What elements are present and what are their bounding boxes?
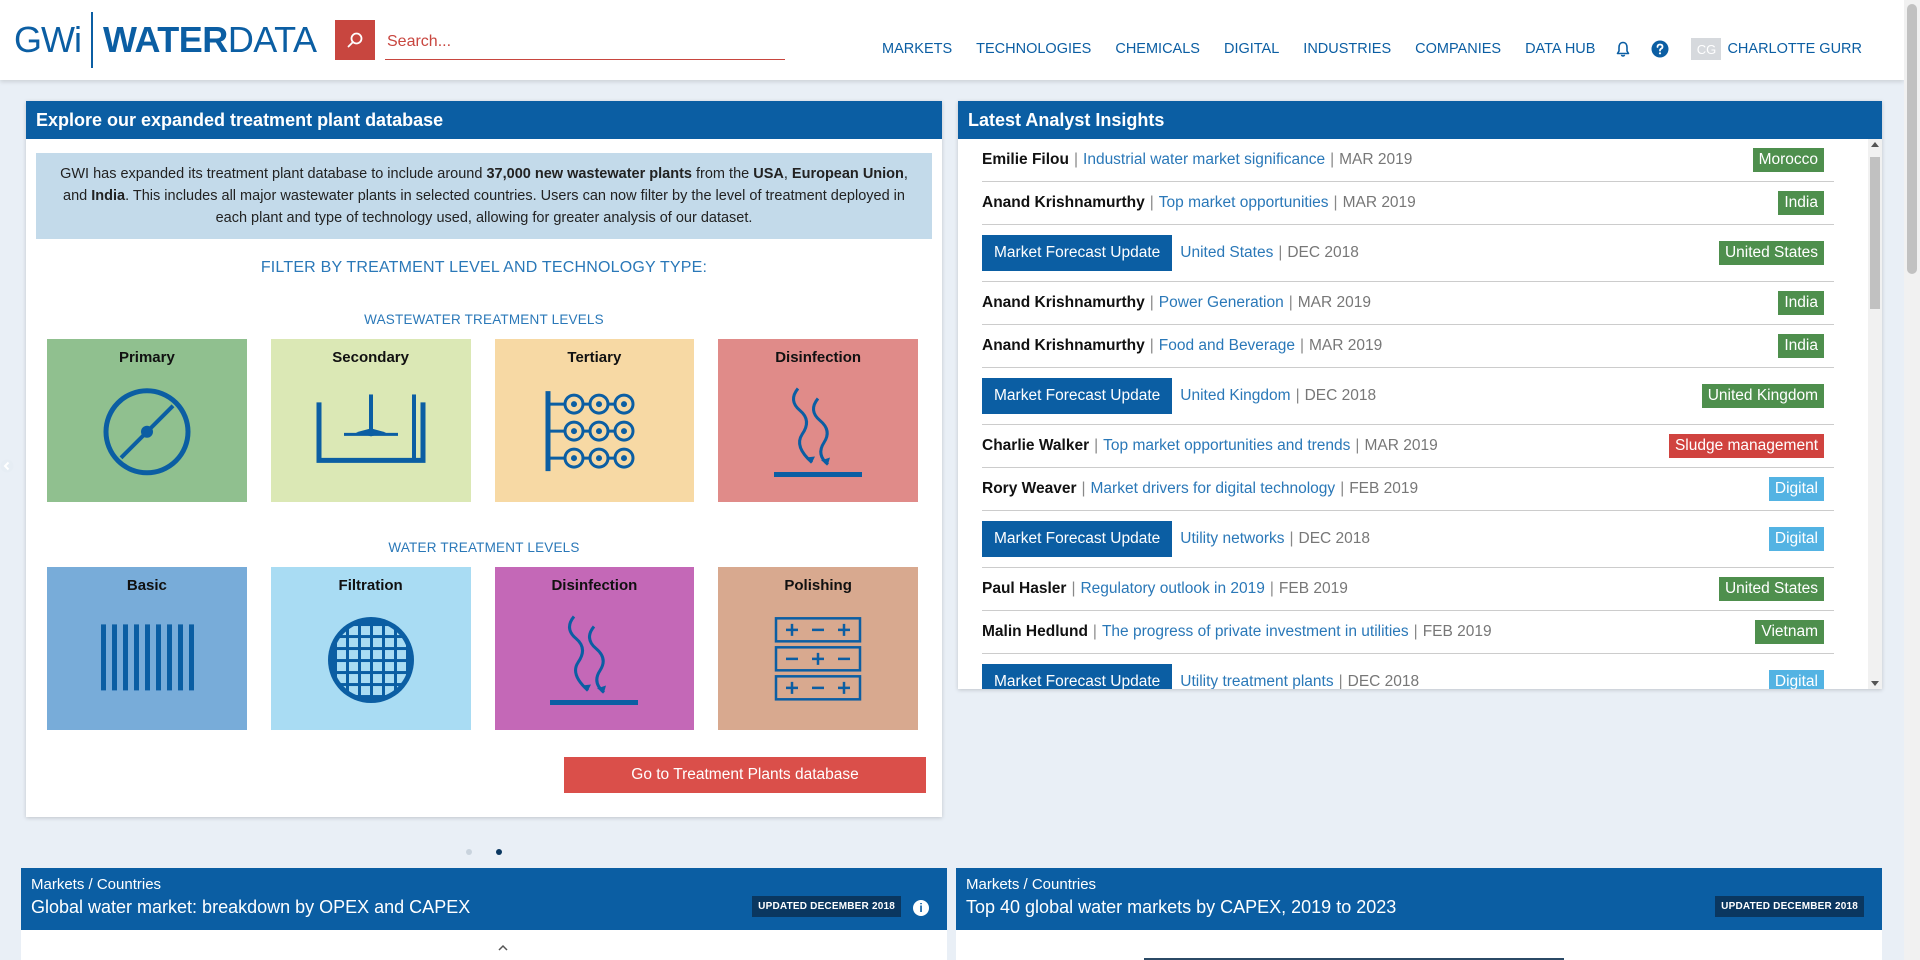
insight-tag[interactable]: United Kingdom	[1702, 384, 1824, 408]
insight-tag[interactable]: Sludge management	[1669, 434, 1824, 458]
carousel-dot-1[interactable]	[466, 849, 472, 855]
uv-disinfection-icon	[544, 612, 644, 708]
separator: |	[1073, 151, 1079, 168]
insight-row[interactable]	[982, 611, 1834, 654]
insights-panel-heading: Latest Analyst Insights	[958, 101, 1882, 139]
intro-text-1: GWI has expanded its treatment plant database to include around	[60, 166, 487, 182]
insight-tag[interactable]: Morocco	[1753, 148, 1824, 172]
wastewater-levels-title: WASTEWATER TREATMENT LEVELS	[364, 312, 604, 327]
page-scrollbar-thumb[interactable]	[1907, 4, 1917, 274]
card-breadcrumb[interactable]: Markets / Countries	[966, 876, 1097, 893]
insight-title[interactable]: Industrial water market significance	[1083, 151, 1326, 168]
insight-title[interactable]: Top market opportunities and trends	[1103, 437, 1351, 454]
tile-basic[interactable]	[47, 567, 247, 730]
separator: |	[1081, 480, 1086, 497]
insight-title[interactable]: United States	[1180, 244, 1274, 261]
tile-disinfection-water[interactable]	[495, 567, 695, 730]
logo-water-text: WATER	[102, 19, 228, 60]
intro-bold-1: 37,000 new wastewater plants	[486, 166, 692, 182]
separator: |	[1289, 530, 1294, 547]
insight-date: MAR 2019	[1342, 194, 1416, 211]
tile-primary[interactable]	[47, 339, 247, 502]
insight-row[interactable]	[982, 282, 1834, 325]
tile-disinfection-wastewater[interactable]	[718, 339, 918, 502]
go-to-treatment-plants-button[interactable]: Go to Treatment Plants database	[564, 757, 926, 793]
scroll-up-arrow-icon[interactable]	[1871, 142, 1879, 147]
insight-author: Anand Krishnamurthy	[982, 194, 1145, 211]
tile-label: Primary	[118, 349, 175, 366]
insight-row[interactable]	[982, 182, 1834, 225]
card-top-40-markets	[956, 868, 1882, 960]
info-icon[interactable]: i	[913, 900, 929, 916]
insight-date: FEB 2019	[1349, 480, 1419, 497]
insight-title[interactable]: United Kingdom	[1180, 387, 1291, 404]
search-icon	[346, 31, 364, 49]
filter-title: FILTER BY TREATMENT LEVEL AND TECHNOLOGY TYPE:	[260, 259, 708, 276]
insight-tag[interactable]: United States	[1719, 577, 1824, 601]
tile-tertiary[interactable]	[495, 339, 695, 502]
updated-badge: UPDATED DECEMBER 2018	[1715, 896, 1864, 917]
insight-title[interactable]: Food and Beverage	[1158, 337, 1295, 354]
insight-date: DEC 2018	[1287, 244, 1359, 261]
insight-tag[interactable]: Vietnam	[1755, 620, 1824, 644]
insight-row[interactable]	[982, 368, 1834, 425]
carousel-dot-2-active[interactable]	[496, 849, 502, 855]
separator: |	[1338, 673, 1343, 689]
treatment-database-panel	[26, 101, 942, 817]
insight-date: MAR 2019	[1339, 151, 1413, 168]
search-input[interactable]	[385, 24, 785, 60]
insight-row[interactable]	[982, 139, 1834, 182]
notifications-bell-icon[interactable]	[1615, 41, 1631, 58]
card-header	[956, 868, 1882, 930]
user-avatar[interactable]: CG	[1691, 38, 1721, 60]
nav-markets[interactable]: MARKETS	[882, 41, 953, 57]
insight-title[interactable]: Market drivers for digital technology	[1090, 480, 1336, 497]
card-title[interactable]: Global water market: breakdown by OPEX and CAPEX	[31, 897, 471, 917]
insight-row[interactable]	[982, 225, 1834, 282]
nav-industries[interactable]: INDUSTRIES	[1303, 41, 1392, 57]
separator: |	[1092, 623, 1097, 640]
insights-scrollbar[interactable]	[1868, 139, 1882, 689]
separator: |	[1269, 580, 1274, 597]
separator: |	[1149, 194, 1154, 211]
carousel-prev-arrow-icon[interactable]	[0, 458, 14, 478]
help-icon[interactable]	[1651, 40, 1669, 58]
nav-chemicals[interactable]: CHEMICALS	[1115, 41, 1200, 57]
water-levels-tiles	[26, 567, 942, 730]
market-forecast-update-button[interactable]: Market Forecast Update	[982, 521, 1172, 557]
logo-data-text: DATA	[227, 19, 317, 60]
search-button[interactable]	[335, 20, 375, 60]
nav-digital[interactable]: DIGITAL	[1223, 41, 1280, 57]
intro-text-3: ,	[783, 166, 792, 182]
insight-tag[interactable]: Digital	[1769, 670, 1824, 689]
insight-row[interactable]	[982, 425, 1834, 468]
insight-author: Paul Hasler	[982, 580, 1067, 597]
tile-label: Polishing	[784, 577, 852, 594]
insight-date: DEC 2018	[1347, 673, 1420, 689]
tile-label: Tertiary	[567, 349, 622, 366]
insight-author: Anand Krishnamurthy	[982, 294, 1145, 311]
insight-date: MAR 2019	[1297, 294, 1371, 311]
separator: |	[1330, 151, 1335, 168]
insight-row[interactable]	[982, 568, 1834, 611]
screen-bars-icon	[99, 622, 195, 692]
card-breadcrumb[interactable]: Markets / Countries	[31, 876, 162, 893]
insight-row[interactable]	[982, 654, 1834, 689]
insight-title[interactable]: Power Generation	[1158, 294, 1284, 311]
insight-date: MAR 2019	[1308, 337, 1383, 354]
intro-text-5: . This includes all major wastewater plants in selected countries. Users can now filter by the level of treatment deployed in each plant and type of technology used, allowing for greater analysis of our dataset.	[125, 188, 905, 226]
insight-tag[interactable]: India	[1778, 191, 1824, 215]
insight-author: Anand Krishnamurthy	[982, 337, 1145, 354]
nav-technologies[interactable]: TECHNOLOGIES	[976, 41, 1092, 57]
chart-fragment-icon	[497, 944, 509, 952]
insight-date: MAR 2019	[1364, 437, 1438, 454]
separator: |	[1355, 437, 1360, 454]
insight-row[interactable]	[982, 325, 1834, 368]
ion-exchange-icon	[774, 616, 862, 702]
scroll-down-arrow-icon[interactable]	[1871, 681, 1879, 686]
updated-badge: UPDATED DECEMBER 2018	[752, 896, 901, 917]
separator: |	[1340, 480, 1345, 497]
card-opex-capex	[21, 868, 947, 960]
user-name-menu[interactable]: CHARLOTTE GURR	[1727, 41, 1862, 57]
insight-author: Rory Weaver	[982, 480, 1077, 497]
insight-tag[interactable]: India	[1778, 291, 1824, 315]
insight-tag[interactable]: Digital	[1769, 477, 1824, 501]
separator: |	[1071, 580, 1076, 597]
market-forecast-update-button[interactable]: Market Forecast Update	[982, 378, 1172, 414]
tile-label: Filtration	[338, 577, 403, 594]
latest-insights-panel	[958, 101, 1882, 689]
insight-row[interactable]	[982, 468, 1834, 511]
tile-label: Basic	[126, 577, 167, 594]
logo-gwi-text: GWi	[14, 19, 81, 60]
carousel-dots	[466, 849, 526, 855]
insight-title[interactable]: Top market opportunities	[1158, 194, 1329, 211]
clarifier-icon	[102, 386, 192, 476]
insights-scrollbar-thumb[interactable]	[1870, 157, 1880, 309]
intro-text-4: , and	[63, 166, 908, 204]
membrane-array-icon	[544, 389, 644, 473]
insight-author: Malin Hedlund	[982, 623, 1088, 640]
insight-date: FEB 2019	[1278, 580, 1348, 597]
market-forecast-update-button[interactable]: Market Forecast Update	[982, 664, 1172, 689]
insight-date: FEB 2019	[1422, 623, 1492, 640]
insight-title[interactable]: Regulatory outlook in 2019	[1080, 580, 1265, 597]
insight-title[interactable]: Utility networks	[1180, 530, 1285, 547]
insight-tag[interactable]: United States	[1719, 241, 1824, 265]
tile-label: Disinfection	[551, 577, 638, 594]
intro-text-2: from the	[691, 166, 754, 182]
aeration-tank-icon	[316, 394, 426, 464]
nav-data-hub[interactable]: DATA HUB	[1525, 41, 1596, 57]
nav-companies[interactable]: COMPANIES	[1415, 41, 1502, 57]
separator: |	[1149, 337, 1154, 354]
intro-bold-3: European Union	[791, 166, 904, 182]
separator: |	[1094, 437, 1099, 454]
separator: |	[1288, 294, 1293, 311]
main-nav	[858, 38, 1862, 60]
tile-label: Disinfection	[775, 349, 862, 366]
insight-row[interactable]	[982, 511, 1834, 568]
separator: |	[1333, 194, 1338, 211]
separator: |	[1149, 294, 1154, 311]
separator: |	[1295, 387, 1300, 404]
insight-title[interactable]: Utility treatment plants	[1180, 673, 1334, 689]
insights-list	[958, 139, 1866, 689]
insight-tag[interactable]: India	[1778, 334, 1824, 358]
wastewater-levels-tiles	[26, 339, 942, 502]
separator: |	[1299, 337, 1304, 354]
intro-bold-2: USA	[753, 166, 784, 182]
card-header	[21, 868, 947, 930]
separator: |	[1278, 244, 1283, 261]
tile-secondary[interactable]	[271, 339, 471, 502]
tile-label: Secondary	[332, 349, 409, 366]
market-forecast-update-button[interactable]: Market Forecast Update	[982, 235, 1172, 271]
card-title[interactable]: Top 40 global water markets by CAPEX, 2019 to 2023	[966, 897, 1397, 917]
insight-date: DEC 2018	[1298, 530, 1371, 547]
top-header	[0, 0, 1904, 80]
insight-date: DEC 2018	[1304, 387, 1377, 404]
insight-author: Charlie Walker	[982, 437, 1090, 454]
insight-tag[interactable]: Digital	[1769, 527, 1824, 551]
page-scrollbar[interactable]	[1904, 0, 1920, 960]
uv-disinfection-icon	[768, 384, 868, 480]
treatment-intro-text	[36, 153, 932, 239]
filter-mesh-icon	[325, 614, 417, 706]
insight-title[interactable]: The progress of private investment in utilities	[1101, 623, 1409, 640]
logo-divider	[91, 12, 93, 68]
tile-polishing[interactable]	[718, 567, 918, 730]
treatment-panel-heading: Explore our expanded treatment plant database	[26, 101, 942, 139]
separator: |	[1413, 623, 1418, 640]
insight-author: Emilie Filou	[982, 151, 1069, 168]
tile-filtration[interactable]	[271, 567, 471, 730]
water-levels-title: WATER TREATMENT LEVELS	[388, 540, 580, 555]
gwi-waterdata-logo[interactable]	[14, 12, 316, 68]
intro-bold-4: India	[91, 188, 126, 204]
